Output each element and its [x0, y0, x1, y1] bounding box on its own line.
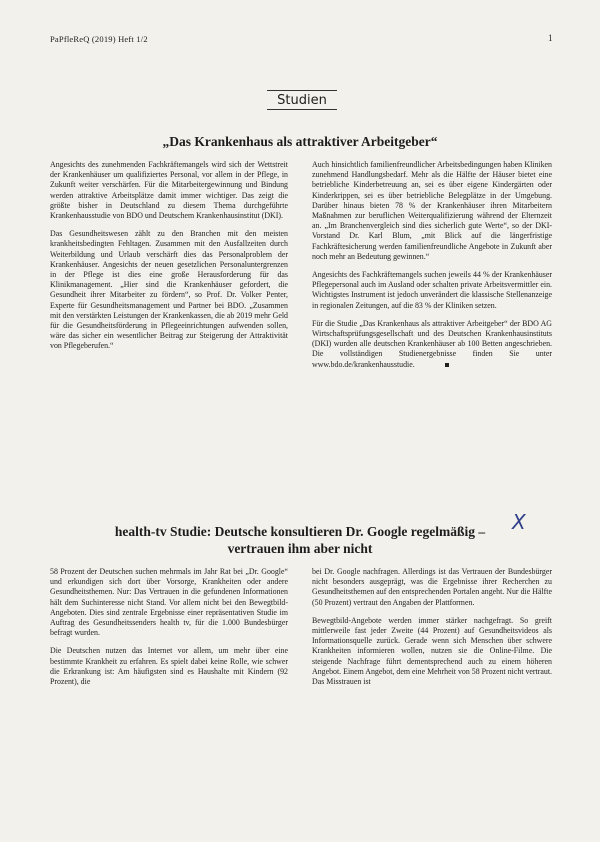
page-number: 1 — [548, 33, 553, 43]
journal-header: PaPfleReQ (2019) Heft 1/2 — [50, 34, 148, 44]
article2-title-line1: health-tv Studie: Deutsche konsultieren Dr. Google regelmäßig – — [114, 524, 486, 539]
paragraph: Bewegtbild-Angebote werden immer stärker nachgefragt. So greift mittlerweile fast jeder Zweite (44 Prozent) auf Gesundheitsvideos als Informationsquelle zurück. Gerade wenn sich Menschen über schwere Krankheiten informieren wollen, nutzen sie die Online-Filme. Die steigende Nachfrage führt dementsprechend auch zu einem höheren Angebot. Einem Angebot, dem eine Mehrheit von 58 Prozent nicht vertraut. Das Misstrauen ist — [312, 615, 552, 687]
paragraph: Das Gesundheitswesen zählt zu den Branchen mit den meisten krankheitsbedingten Fehltagen. Zusammen mit den Ausfallzeiten durch Weiterbildung und Urlaub verschärft dies das Personalproblem der Krankenhäuser. Angesichts der neuen gesetzlichen Personaluntergrenzen in der Pflege ist dies eine große Herausforderung für das Klinikmanagement. „Hier sind die Krankenhäuser gefordert, die Gesundheit ihrer Mitarbeiter zu fördern“, so Prof. Dr. Volker Penter, Experte für Gesundheitsmanagement und Partner bei BDO. „Zusammen mit den verstärkten Leistungen der Krankenkassen, die ab 2019 mehr Geld für die Gesundheitsförderung in Pflegeeinrichtungen aufwenden sollen, wäre das sicher ein wesentlicher Beitrag zur Steigerung der Attraktivität von Pflegeberufen.“ — [50, 229, 288, 351]
paragraph: bei Dr. Google nachfragen. Allerdings ist das Vertrauen der Bundesbürger nicht besonders ausgeprägt, was die Ergebnisse ihrer Recherchen zu Gesundheitsthemen auf den entsprechenden Portalen angeht. Nur die Hälfte (50 Prozent) vertraut den Angaben der Plattformen. — [312, 567, 552, 607]
paragraph: Auch hinsichtlich familienfreundlicher Arbeitsbedingungen haben Kliniken zunehmend Handlungsbedarf. Mehr als die Hälfte der Häuser bietet eine betriebliche Kinderbetreuung an, sei es über eigene Kindergärten oder Kinderkrippen, sei es über betriebliche Belegplätze in der Umgebung. Darüber hinaus bieten 78 % der Krankenhäuser ihren Mitarbeitern Maßnahmen zur beruflichen Weiterqualifizierung während der Elternzeit an. „Im Branchenvergleich sind dies sicherlich gute Werte“, so der DKI-Vorstand Dr. Karl Blum, „mit Blick auf die längerfristige Fachkräftesicherung werden familienfreundliche Angebote in Zukunft aber noch mehr an Bedeutung gewinnen.“ — [312, 160, 552, 261]
paragraph: Die Deutschen nutzen das Internet vor allem, um mehr über eine bestimmte Krankheit zu erfahren. Es spielt dabei keine Rolle, wie schwer die Erkrankung ist: Am häufigsten sind es Haushalte mit Kindern (92 Prozent), die — [50, 646, 288, 687]
article2-title-line2: vertrauen ihm aber nicht — [227, 541, 373, 556]
article2-title — [60, 523, 540, 557]
article-end-marker — [445, 363, 449, 367]
paragraph-text: Für die Studie „Das Krankenhaus als attraktiver Arbeitgeber“ der BDO AG Wirtschaftsprüfungsgesellschaft und des Deutschen Krankenhausinstituts (DKI) wurden alle deutschen Krankenhäuser ab 100 Betten angeschrieben. Die vollständigen Studienergebnisse finden Sie unter www.bdo.de/krankenhausstudie. — [312, 318, 552, 369]
article1-title: „Das Krankenhaus als attraktiver Arbeitgeber“ — [162, 134, 438, 149]
paragraph-last — [312, 319, 552, 370]
handwritten-check-mark: X — [512, 510, 526, 534]
article1-column-left — [50, 160, 288, 360]
section-label: Studien — [267, 90, 337, 110]
paragraph: Angesichts des zunehmenden Fachkräftemangels wird sich der Wettstreit der Krankenhäuser um qualifiziertes Personal, vor allem in der Pflege, in Zukunft weiter verschärfen. Für die Mitarbeitergewinnung und Bindung werden attraktive Arbeitsplätze damit immer wichtiger. Das zeigt die größte bisher in Deutschland zu diesem Thema durchgeführte Krankenhausstudie von BDO und Deutschem Krankenhausinstitut (DKI). — [50, 160, 288, 221]
article2-column-right — [312, 567, 552, 695]
article2-column-left — [50, 567, 288, 695]
paragraph: 58 Prozent der Deutschen suchen mehrmals im Jahr Rat bei „Dr. Google“ und erkundigen sich dort über Vorsorge, Krankheiten oder andere Gesundheitsthemen. Nur: Das Vertrauen in die gefundenen Informationen hält dem Suchinteresse nicht Stand. Vor allem nicht bei den Bewegtbild-Angeboten. Dies sind zentrale Ergebnisse einer repräsentativen Studie im Auftrag des Gesundheitssenders health tv, für die 1.000 Bundesbürger befragt wurden. — [50, 567, 288, 638]
paragraph: Angesichts des Fachkräftemangels suchen jeweils 44 % der Krankenhäuser Pflegepersonal auch im Ausland oder schalten private Arbeitsvermittler ein. Wichtigstes Instrument ist jedoch unverändert die klassische Stellenanzeige in regionalen Zeitungen, auf die 83 % der Kliniken setzen. — [312, 270, 552, 310]
article1-column-right — [312, 160, 552, 378]
